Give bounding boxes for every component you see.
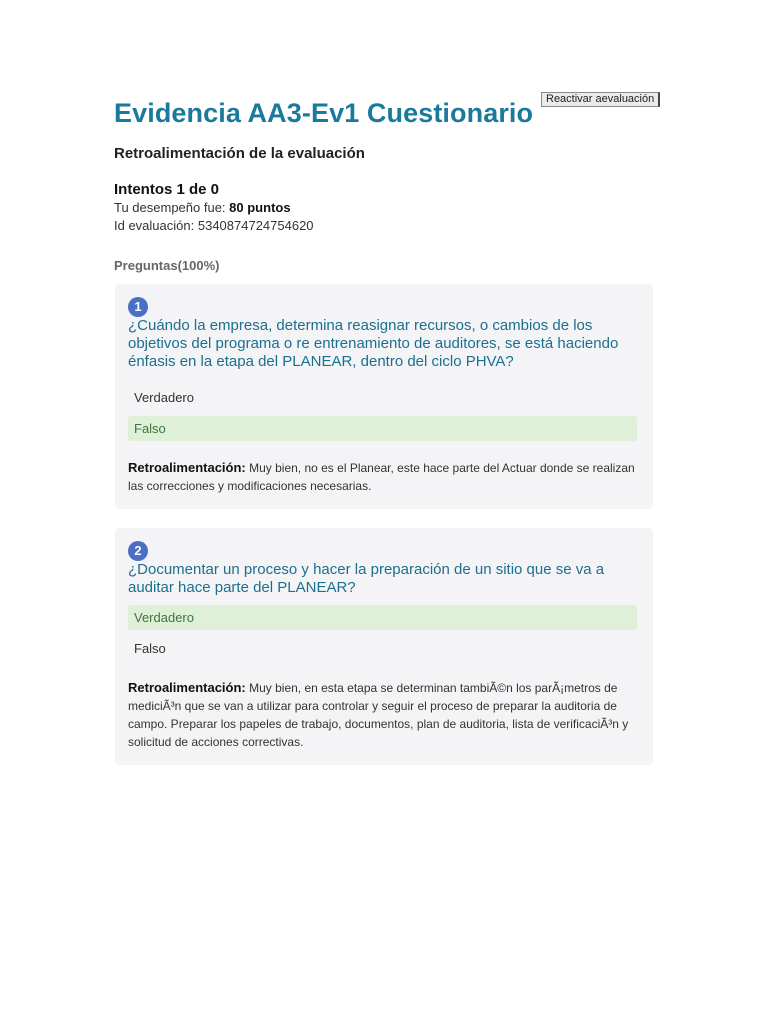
answer-option-falso: Falso <box>134 641 166 656</box>
evaluation-page <box>112 88 657 765</box>
evaluation-id-value: 5340874724754620 <box>197 218 314 233</box>
feedback-label: Retroalimentación: <box>128 460 246 475</box>
feedback-block <box>128 459 637 495</box>
evaluation-id-line <box>114 217 657 234</box>
question-card-2 <box>115 528 653 765</box>
answer-option-falso-correct: Falso <box>128 416 637 441</box>
performance-line <box>114 199 657 216</box>
question-text: ¿Documentar un proceso y hacer la preparación de un sitio que se va a auditar hace parte del PLANEAR? <box>128 561 605 596</box>
answer-option-verdadero: Verdadero <box>134 390 194 405</box>
feedback-label: Retroalimentación: <box>128 680 246 695</box>
question-card-1 <box>115 284 653 509</box>
feedback-subtitle: Retroalimentación de la evaluación <box>114 145 365 162</box>
evaluation-id-label: Id evaluación: <box>114 218 195 233</box>
page-title: Evidencia AA3-Ev1 Cuestionario <box>114 98 534 128</box>
feedback-text: Muy bien, en esta etapa se determinan tambiÃ©n los parÃ¡metros de mediciÃ³n que se van a utilizar para controlar y seguir el proceso de preparar la auditoria de campo. Preparar los papeles de trabajo, documentos, plan de auditoria, lista de verificaciÃ³n y solicitud de acciones correctivas. <box>128 681 629 749</box>
performance-label: Tu desempeño fue: <box>114 200 226 215</box>
reactivar-evaluacion-button[interactable]: Reactivar aevaluación <box>541 92 660 107</box>
answer-option-verdadero-correct: Verdadero <box>128 605 637 630</box>
feedback-block <box>128 679 637 751</box>
performance-value: 80 puntos <box>229 200 291 215</box>
feedback-text: Muy bien, no es el Planear, este hace parte del Actuar donde se realizan las correcciones y modificaciones necesarias. <box>128 461 635 493</box>
questions-heading: Preguntas(100%) <box>114 258 220 273</box>
question-number-badge: 2 <box>128 541 148 561</box>
question-number-badge: 1 <box>128 297 148 317</box>
header <box>112 88 657 134</box>
attempts-count: Intentos 1 de 0 <box>114 181 220 198</box>
question-text: ¿Cuándo la empresa, determina reasignar recursos, o cambios de los objetivos del programa o re entrenamiento de auditores, se está haciendo énfasis en la etapa del PLANEAR, dentro del ciclo PHVA? <box>128 317 619 370</box>
